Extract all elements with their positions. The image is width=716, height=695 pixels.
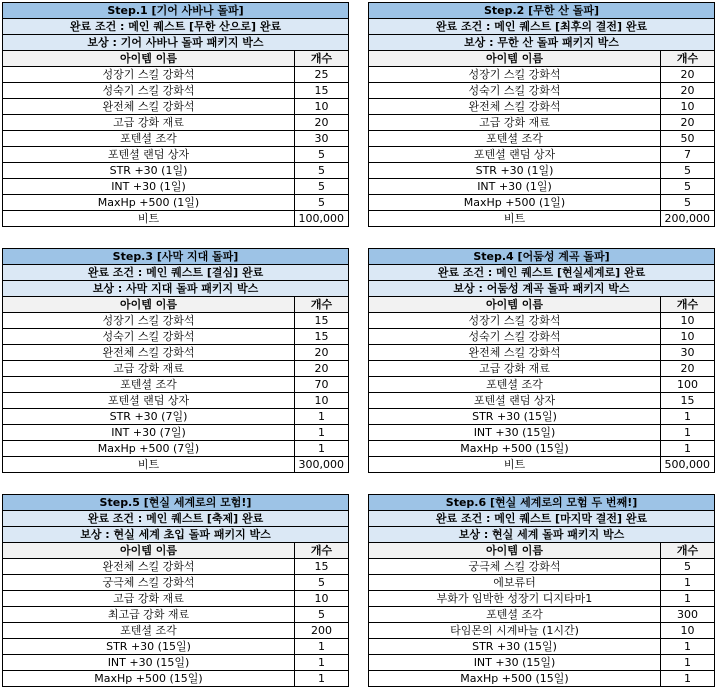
item-count: 20 — [661, 67, 715, 83]
item-name: 비트 — [3, 457, 295, 473]
item-count: 15 — [295, 559, 349, 575]
item-name: 고급 강화 재료 — [3, 115, 295, 131]
item-count: 25 — [295, 67, 349, 83]
item-name: 비트 — [3, 211, 295, 227]
table-row — [369, 671, 715, 687]
item-count: 5 — [295, 179, 349, 195]
table-row — [369, 131, 715, 147]
item-count: 20 — [295, 345, 349, 361]
completion-condition: 완료 조건 : 메인 퀘스트 [축제] 완료 — [3, 511, 349, 527]
item-name: 타임몬의 시계바늘 (1시간) — [369, 623, 661, 639]
step-table-5 — [2, 494, 349, 687]
reward-package: 보상 : 무한 산 돌파 패키지 박스 — [369, 35, 715, 51]
item-name: MaxHp +500 (1일) — [3, 195, 295, 211]
table-row — [369, 313, 715, 329]
item-count: 1 — [661, 671, 715, 687]
item-name: STR +30 (15일) — [369, 409, 661, 425]
item-count: 20 — [661, 115, 715, 131]
item-count: 5 — [661, 163, 715, 179]
step-title: Step.3 [사막 지대 돌파] — [3, 249, 349, 265]
column-header-count: 개수 — [661, 297, 715, 313]
item-count: 5 — [661, 179, 715, 195]
item-count: 1 — [661, 591, 715, 607]
table-row — [3, 671, 349, 687]
table-row — [3, 329, 349, 345]
table-row — [369, 345, 715, 361]
item-count: 15 — [295, 329, 349, 345]
item-count: 20 — [295, 361, 349, 377]
item-count: 1 — [295, 441, 349, 457]
item-count: 500,000 — [661, 457, 715, 473]
table-row — [3, 441, 349, 457]
item-name: 포텐셜 조각 — [3, 377, 295, 393]
item-count: 5 — [295, 195, 349, 211]
item-name: INT +30 (1일) — [3, 179, 295, 195]
item-count: 5 — [661, 559, 715, 575]
item-name: 포텐셜 조각 — [3, 623, 295, 639]
table-row — [369, 67, 715, 83]
step-title: Step.6 [현실 세계로의 모험 두 번째!] — [369, 495, 715, 511]
completion-condition: 완료 조건 : 메인 퀘스트 [결심] 완료 — [3, 265, 349, 281]
table-row — [369, 115, 715, 131]
item-count: 1 — [295, 655, 349, 671]
step-title: Step.5 [현실 세계로의 모험!] — [3, 495, 349, 511]
item-count: 10 — [661, 99, 715, 115]
table-row — [369, 83, 715, 99]
item-name: 포텐셜 랜덤 상자 — [3, 147, 295, 163]
item-name: 최고급 강화 재료 — [3, 607, 295, 623]
table-row — [369, 409, 715, 425]
step-title: Step.4 [어둠성 계곡 돌파] — [369, 249, 715, 265]
item-count: 10 — [295, 99, 349, 115]
item-name: 성장기 스킬 강화석 — [369, 67, 661, 83]
item-count: 1 — [661, 575, 715, 591]
table-row — [369, 457, 715, 473]
item-name: 성숙기 스킬 강화석 — [3, 329, 295, 345]
table-row — [3, 179, 349, 195]
step-table-1 — [2, 2, 349, 227]
table-row — [3, 99, 349, 115]
item-count: 5 — [295, 147, 349, 163]
step-title: Step.1 [기어 사바나 돌파] — [3, 3, 349, 19]
item-name: 포텐셜 조각 — [3, 131, 295, 147]
item-name: 완전체 스킬 강화석 — [3, 99, 295, 115]
item-name: INT +30 (15일) — [369, 425, 661, 441]
table-row — [369, 361, 715, 377]
column-header-item-name: 아이템 이름 — [369, 543, 661, 559]
item-count: 70 — [295, 377, 349, 393]
item-name: 고급 강화 재료 — [3, 591, 295, 607]
item-name: STR +30 (7일) — [3, 409, 295, 425]
reward-package: 보상 : 어둠성 계곡 돌파 패키지 박스 — [369, 281, 715, 297]
item-name: MaxHp +500 (7일) — [3, 441, 295, 457]
item-name: 성장기 스킬 강화석 — [369, 313, 661, 329]
table-row — [369, 195, 715, 211]
item-count: 20 — [295, 115, 349, 131]
item-name: STR +30 (15일) — [3, 639, 295, 655]
step-table-2 — [368, 2, 715, 227]
item-name: 비트 — [369, 457, 661, 473]
item-name: INT +30 (15일) — [369, 655, 661, 671]
table-row — [3, 131, 349, 147]
column-header-count: 개수 — [295, 51, 349, 67]
table-row — [369, 211, 715, 227]
item-name: 완전체 스킬 강화석 — [3, 559, 295, 575]
item-name: MaxHp +500 (15일) — [369, 671, 661, 687]
item-name: 궁극체 스킬 강화석 — [369, 559, 661, 575]
item-count: 1 — [661, 409, 715, 425]
table-row — [3, 115, 349, 131]
item-count: 20 — [661, 361, 715, 377]
item-count: 5 — [295, 575, 349, 591]
reward-package: 보상 : 기어 사바나 돌파 패키지 박스 — [3, 35, 349, 51]
table-row — [369, 179, 715, 195]
item-count: 1 — [661, 441, 715, 457]
column-header-item-name: 아이템 이름 — [369, 297, 661, 313]
table-row — [369, 441, 715, 457]
column-header-item-name: 아이템 이름 — [369, 51, 661, 67]
item-count: 10 — [661, 623, 715, 639]
item-name: 포텐셜 랜덤 상자 — [369, 393, 661, 409]
table-row — [3, 425, 349, 441]
table-row — [3, 163, 349, 179]
item-count: 15 — [661, 393, 715, 409]
table-row — [3, 361, 349, 377]
table-row — [3, 313, 349, 329]
item-count: 1 — [661, 425, 715, 441]
item-count: 5 — [295, 607, 349, 623]
column-header-item-name: 아이템 이름 — [3, 51, 295, 67]
item-count: 200,000 — [661, 211, 715, 227]
table-row — [3, 393, 349, 409]
reward-package: 보상 : 현실 세계 돌파 패키지 박스 — [369, 527, 715, 543]
item-count: 30 — [661, 345, 715, 361]
table-row — [369, 377, 715, 393]
table-row — [369, 425, 715, 441]
item-name: 포텐셜 랜덤 상자 — [369, 147, 661, 163]
item-name: INT +30 (1일) — [369, 179, 661, 195]
item-count: 15 — [295, 83, 349, 99]
item-count: 1 — [661, 655, 715, 671]
item-count: 1 — [295, 671, 349, 687]
table-row — [369, 147, 715, 163]
item-name: 성장기 스킬 강화석 — [3, 67, 295, 83]
item-count: 1 — [295, 409, 349, 425]
item-name: 완전체 스킬 강화석 — [3, 345, 295, 361]
completion-condition: 완료 조건 : 메인 퀘스트 [무한 산으로] 완료 — [3, 19, 349, 35]
item-count: 5 — [661, 195, 715, 211]
column-header-count: 개수 — [661, 51, 715, 67]
item-count: 10 — [295, 591, 349, 607]
item-name: INT +30 (15일) — [3, 655, 295, 671]
table-row — [3, 377, 349, 393]
item-count: 30 — [295, 131, 349, 147]
item-name: MaxHp +500 (1일) — [369, 195, 661, 211]
item-count: 20 — [661, 83, 715, 99]
table-row — [369, 623, 715, 639]
completion-condition: 완료 조건 : 메인 퀘스트 [현실세계로] 완료 — [369, 265, 715, 281]
item-name: 포텐셜 조각 — [369, 607, 661, 623]
item-name: 부화가 임박한 성장기 디지타마1 — [369, 591, 661, 607]
table-row — [3, 83, 349, 99]
item-name: 포텐셜 조각 — [369, 131, 661, 147]
item-count: 5 — [295, 163, 349, 179]
item-name: 성숙기 스킬 강화석 — [369, 83, 661, 99]
table-row — [3, 211, 349, 227]
item-count: 50 — [661, 131, 715, 147]
item-name: STR +30 (1일) — [369, 163, 661, 179]
column-header-item-name: 아이템 이름 — [3, 543, 295, 559]
item-count: 1 — [295, 425, 349, 441]
item-name: 고급 강화 재료 — [3, 361, 295, 377]
table-row — [369, 575, 715, 591]
item-name: MaxHp +500 (15일) — [3, 671, 295, 687]
item-count: 1 — [295, 639, 349, 655]
item-name: 에보류터 — [369, 575, 661, 591]
completion-condition: 완료 조건 : 메인 퀘스트 [최후의 결전] 완료 — [369, 19, 715, 35]
item-name: MaxHp +500 (15일) — [369, 441, 661, 457]
item-name: 성장기 스킬 강화석 — [3, 313, 295, 329]
item-count: 100,000 — [295, 211, 349, 227]
item-name: 완전체 스킬 강화석 — [369, 99, 661, 115]
column-header-count: 개수 — [295, 297, 349, 313]
item-name: 고급 강화 재료 — [369, 361, 661, 377]
table-row — [3, 457, 349, 473]
table-row — [3, 639, 349, 655]
reward-package: 보상 : 사막 지대 돌파 패키지 박스 — [3, 281, 349, 297]
table-row — [369, 655, 715, 671]
item-name: STR +30 (1일) — [3, 163, 295, 179]
item-name: INT +30 (7일) — [3, 425, 295, 441]
table-row — [369, 393, 715, 409]
item-count: 7 — [661, 147, 715, 163]
column-header-count: 개수 — [295, 543, 349, 559]
table-row — [3, 607, 349, 623]
table-row — [3, 575, 349, 591]
item-count: 10 — [295, 393, 349, 409]
item-name: 성숙기 스킬 강화석 — [369, 329, 661, 345]
table-row — [369, 163, 715, 179]
table-row — [369, 99, 715, 115]
table-row — [3, 655, 349, 671]
column-header-item-name: 아이템 이름 — [3, 297, 295, 313]
table-row — [3, 591, 349, 607]
item-count: 15 — [295, 313, 349, 329]
step-table-6 — [368, 494, 715, 687]
table-row — [369, 559, 715, 575]
item-count: 1 — [661, 639, 715, 655]
reward-package: 보상 : 현실 세계 초입 돌파 패키지 박스 — [3, 527, 349, 543]
item-count: 100 — [661, 377, 715, 393]
item-name: 완전체 스킬 강화석 — [369, 345, 661, 361]
table-row — [3, 409, 349, 425]
item-count: 200 — [295, 623, 349, 639]
table-row — [3, 195, 349, 211]
item-name: 성숙기 스킬 강화석 — [3, 83, 295, 99]
step-table-3 — [2, 248, 349, 473]
table-row — [3, 147, 349, 163]
table-row — [3, 345, 349, 361]
item-name: STR +30 (15일) — [369, 639, 661, 655]
item-count: 10 — [661, 313, 715, 329]
table-row — [369, 607, 715, 623]
item-name: 포텐셜 랜덤 상자 — [3, 393, 295, 409]
table-row — [3, 559, 349, 575]
item-name: 고급 강화 재료 — [369, 115, 661, 131]
table-row — [369, 329, 715, 345]
table-row — [3, 67, 349, 83]
item-count: 300 — [661, 607, 715, 623]
step-title: Step.2 [무한 산 돌파] — [369, 3, 715, 19]
table-row — [369, 591, 715, 607]
item-count: 300,000 — [295, 457, 349, 473]
item-name: 궁극체 스킬 강화석 — [3, 575, 295, 591]
item-name: 포텐셜 조각 — [369, 377, 661, 393]
table-row — [3, 623, 349, 639]
table-row — [369, 639, 715, 655]
column-header-count: 개수 — [661, 543, 715, 559]
item-count: 10 — [661, 329, 715, 345]
step-table-4 — [368, 248, 715, 473]
completion-condition: 완료 조건 : 메인 퀘스트 [마지막 결전] 완료 — [369, 511, 715, 527]
item-name: 비트 — [369, 211, 661, 227]
